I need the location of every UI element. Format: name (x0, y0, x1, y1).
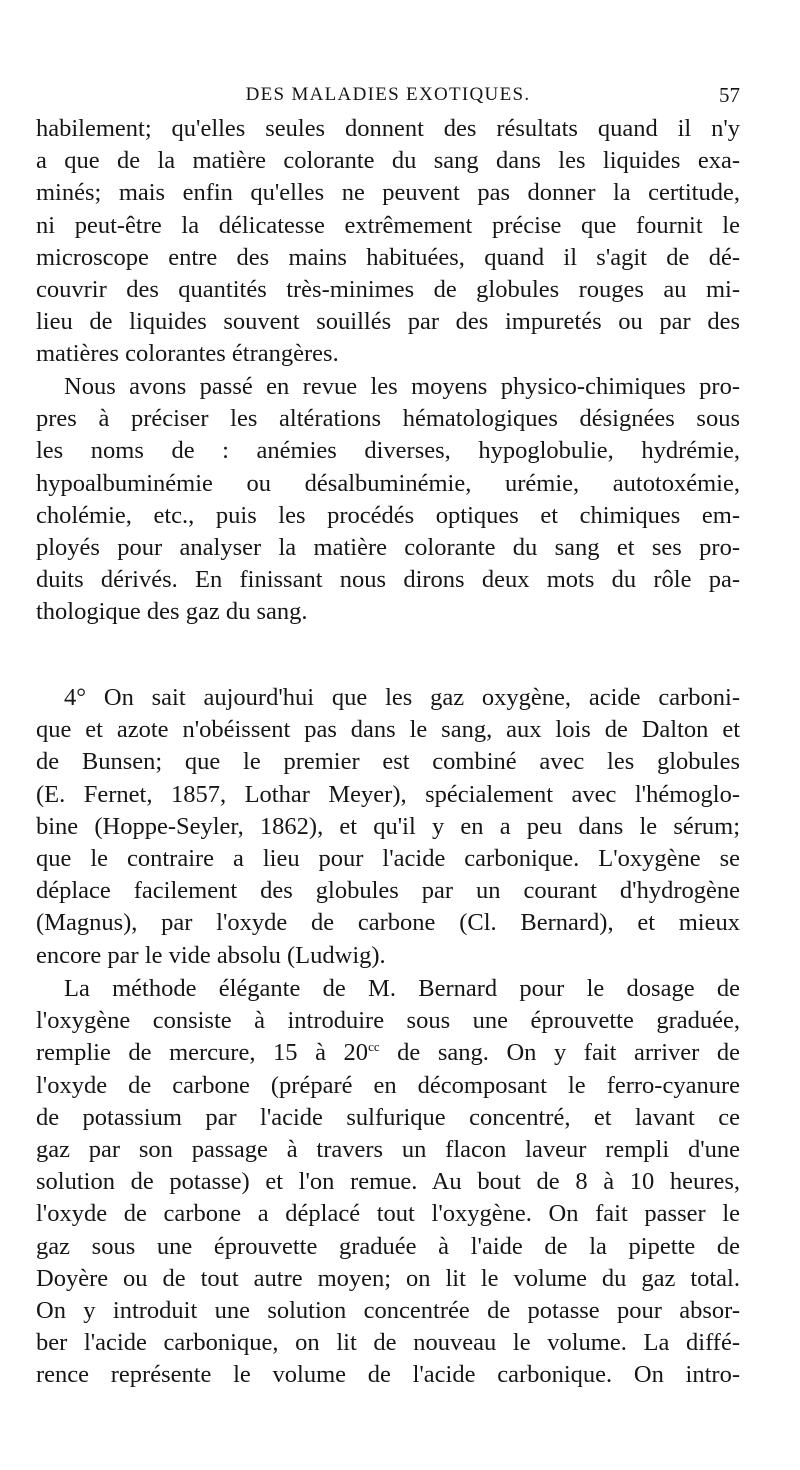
text-line: habilement; qu'elles seules donnent des résultats quand il n'y (36, 115, 740, 142)
text-line: ployés pour analyser la matière colorante du sang et ses pro- (36, 533, 740, 561)
text-line: rence représente le volume de l'acide carbonique. On intro- (36, 1361, 740, 1389)
paragraph-physico-chimique (36, 371, 740, 629)
superscript-cc: cc (368, 1039, 380, 1055)
text-line: bine (Hoppe-Seyler, 1862), et qu'il y en a peu dans le sérum; (36, 812, 740, 840)
text-line: (E. Fernet, 1857, Lothar Meyer), spécialement avec l'hémoglo- (36, 780, 740, 808)
text-line: a que de la matière colorante du sang dans les liquides exa- (36, 147, 740, 175)
text-line: solution de potasse) et l'on remue. Au bout de 8 à 10 heures, (36, 1168, 740, 1196)
text-line: que le contraire a lieu pour l'acide carbonique. L'oxygène se (36, 844, 740, 872)
text-line: Nous avons passé en revue les moyens physico-chimiques pro- (64, 373, 740, 400)
text-line: Doyère ou de tout autre moyen; on lit le volume du gaz total. (36, 1264, 740, 1292)
text-segment: remplie de mercure, 15 à 20 (36, 1039, 369, 1067)
text-line: l'oxyde de carbone a déplacé tout l'oxygène. On fait passer le (36, 1200, 740, 1228)
text-line: gaz par son passage à travers un flacon laveur rempli d'une (36, 1135, 740, 1163)
paragraph-gaz-du-sang (36, 682, 740, 972)
text-line: couvrir des quantités très-minimes de globules rouges au mi- (36, 275, 740, 303)
text-line: hypoalbuminémie ou désalbuminémie, urémie, autotoxémie, (36, 469, 740, 497)
book-page (36, 0, 740, 1470)
text-line: les noms de : anémies diverses, hypoglobulie, hydrémie, (36, 437, 740, 465)
text-line: de Bunsen; que le premier est combiné avec les globules (36, 748, 740, 776)
text-line: lieu de liquides souvent souillés par des impuretés ou par des (36, 308, 740, 336)
paragraph-methode-bernard (36, 973, 740, 1391)
text-line: ber l'acide carbonique, on lit de nouveau le volume. La diffé- (36, 1329, 740, 1357)
page-number: 57 (719, 83, 740, 107)
text-line: que et azote n'obéissent pas dans le sang, aux lois de Dalton et (36, 716, 740, 744)
text-line: de potassium par l'acide sulfurique concentré, et lavant ce (36, 1103, 740, 1131)
text-line: microscope entre des mains habituées, quand il s'agit de dé- (36, 243, 740, 271)
text-line: déplace facilement des globules par un courant d'hydrogène (36, 877, 740, 905)
text-line: On y introduit une solution concentrée de potasse pour absor- (36, 1296, 740, 1324)
text-line: ni peut-être la délicatesse extrêmement précise que fournit le (36, 211, 740, 239)
text-line: duits dérivés. En finissant nous dirons deux mots du rôle pa- (36, 566, 740, 594)
running-title: DES MALADIES EXOTIQUES. (245, 84, 531, 105)
text-line: 4° On sait aujourd'hui que les gaz oxygène, acide carboni- (64, 684, 740, 711)
text-line: matières colorantes étrangères. (36, 340, 339, 368)
text-line: La méthode élégante de M. Bernard pour le dosage de (64, 975, 740, 1002)
text-line: minés; mais enfin qu'elles ne peuvent pas donner la certitude, (36, 179, 740, 207)
text-line: cholémie, etc., puis les procédés optiques et chimiques em- (36, 501, 740, 529)
text-line: gaz sous une éprouvette graduée à l'aide de la pipette de (36, 1232, 740, 1260)
text-line: l'oxygène consiste à introduire sous une éprouvette graduée, (36, 1007, 740, 1035)
running-head (36, 80, 740, 110)
text-line-with-superscript (36, 1037, 740, 1069)
text-line: l'oxyde de carbone (préparé en décomposant le ferro-cyanure (36, 1071, 740, 1099)
text-line: (Magnus), par l'oxyde de carbone (Cl. Bernard), et mieux (36, 909, 740, 937)
text-line: thologique des gaz du sang. (36, 598, 308, 626)
paragraph-continued (36, 113, 740, 371)
text-segment: de sang. On y fait arriver de (379, 1039, 741, 1067)
text-line: encore par le vide absolu (Ludwig). (36, 941, 386, 969)
text-line: pres à préciser les altérations hématologiques désignées sous (36, 405, 740, 433)
